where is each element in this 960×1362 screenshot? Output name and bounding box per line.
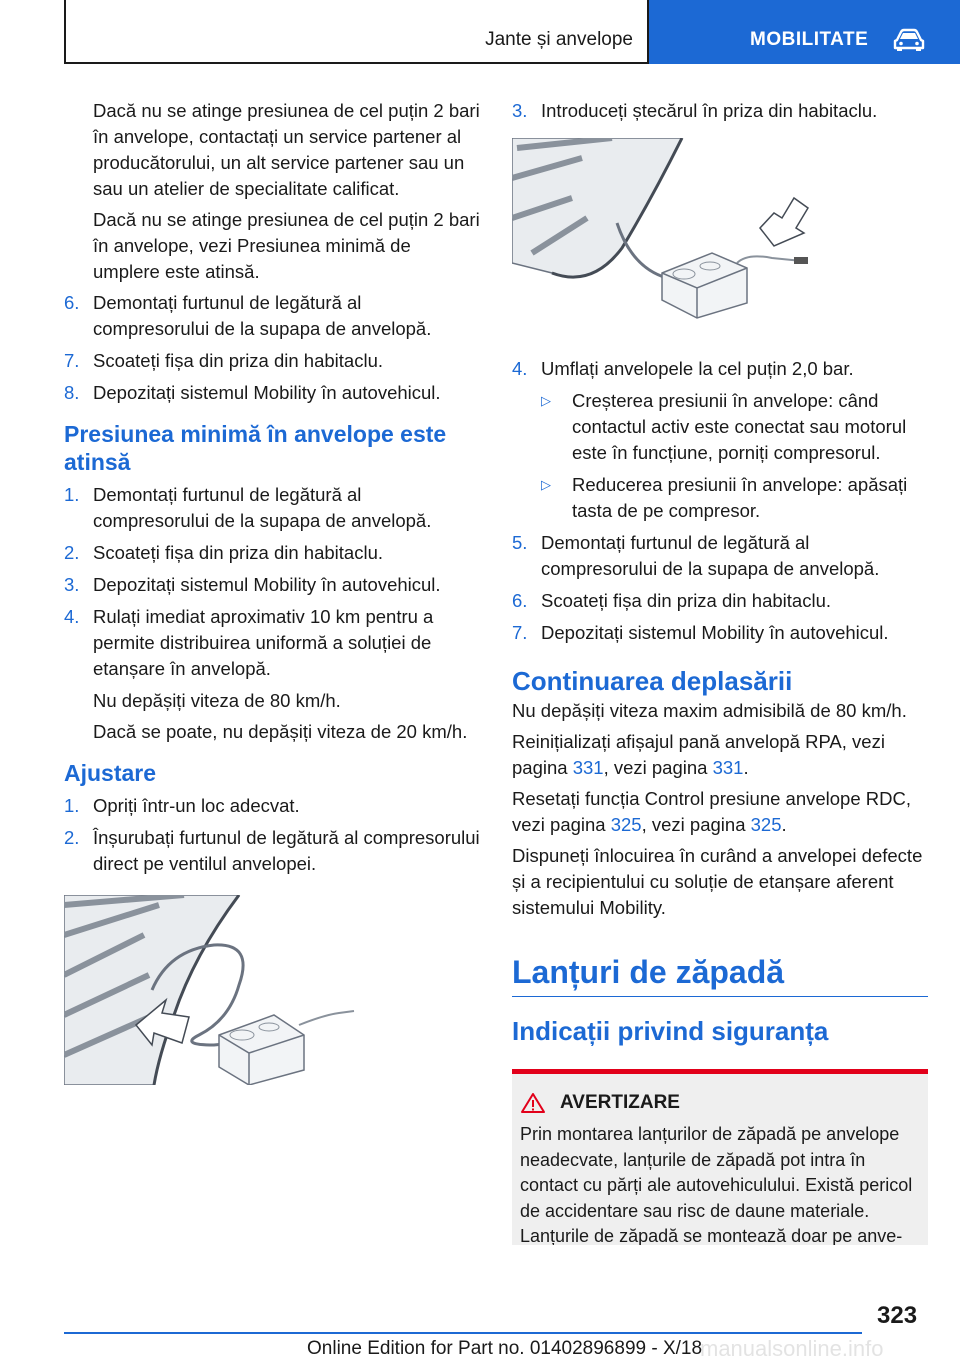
heading-adjust: Ajustare xyxy=(64,760,157,786)
left-column xyxy=(64,98,482,1097)
sub-step-text: Creșterea presiunii în anvelope: când contactul activ este conectat sau motorul este în funcțiune, porniți compresorul. xyxy=(572,390,907,463)
step-text: Scoateți fișa din priza din habitaclu. xyxy=(93,542,384,563)
list-item xyxy=(64,825,482,877)
page-link-325[interactable]: 325 xyxy=(610,814,642,835)
list-item xyxy=(512,620,928,646)
sub-list-item xyxy=(541,472,928,524)
triangle-bullet-icon: ▷ xyxy=(541,477,551,492)
step-list-b xyxy=(64,482,482,682)
step-text: Scoateți fișa din priza din habitaclu. xyxy=(541,590,832,611)
list-item xyxy=(64,380,482,406)
paragraph-replace-tyre: Dispuneți înlocuirea în curând a anvelopei defecte și a recipientului cu soluție de etanșare aferent sistemului Mobility. xyxy=(512,845,923,918)
list-item xyxy=(64,540,482,566)
step-text: Demontați furtunul de legătură al compresorului de la supapa de anvelopă. xyxy=(93,484,432,531)
step-number: 2. xyxy=(64,542,80,563)
paragraph-speed-limit-20: Dacă se poate, nu depășiți viteza de 20 km/h. xyxy=(93,721,468,742)
header-section-box xyxy=(64,0,649,64)
car-icon xyxy=(893,28,925,52)
list-item xyxy=(512,98,928,124)
step-number: 3. xyxy=(64,574,80,595)
warning-title: AVERTIZARE xyxy=(560,1092,680,1113)
step-list-c xyxy=(64,793,482,877)
compressor-on-valve-illustration xyxy=(64,895,464,1085)
step-number: 6. xyxy=(512,590,528,611)
heading-snow-chains: Lanțuri de zăpadă xyxy=(512,952,928,997)
text-fragment: , vezi pagina xyxy=(603,757,713,778)
step-number: 6. xyxy=(64,292,80,313)
paragraph-pressure-not-reached-ref: Dacă nu se atinge presiunea de cel puțin 2 bari în anvelope, vezi Presiunea minimă de umplere este atinsă. xyxy=(93,209,480,282)
step-text: Demontați furtunul de legătură al compresorului de la supapa de anvelopă. xyxy=(541,532,880,579)
text-fragment: Reinițializați afișajul pană anvelopă RPA, vezi pagina xyxy=(512,731,885,778)
step-text: Demontați furtunul de legătură al compresorului de la supapa de anvelopă. xyxy=(93,292,432,339)
plug-into-socket-illustration xyxy=(512,138,812,328)
paragraph-reset-rpa xyxy=(512,729,928,781)
sub-list-item xyxy=(541,388,928,466)
paragraph-reset-rdc xyxy=(512,786,928,838)
warning-title-row xyxy=(520,1092,920,1114)
list-item xyxy=(64,793,482,819)
heading-safety-notes: Indicații privind siguranța xyxy=(512,1016,829,1046)
page-link-331[interactable]: 331 xyxy=(712,757,744,778)
step-number: 7. xyxy=(64,350,80,371)
text-fragment: , vezi pagina xyxy=(641,814,751,835)
step-text: Scoateți fișa din priza din habitaclu. xyxy=(93,350,384,371)
header-chapter-box xyxy=(649,0,960,64)
heading-minimum-pressure: Presiunea minimă în anvelope este atinsă xyxy=(64,421,447,475)
step-text: Depozitați sistemul Mobility în autovehicul. xyxy=(541,622,889,643)
sub-step-text: Reducerea presiunii în anvelope: apăsați tasta de pe compresor. xyxy=(572,474,908,521)
step-number: 7. xyxy=(512,622,528,643)
text-fragment: . xyxy=(781,814,787,835)
step-number: 2. xyxy=(64,827,80,848)
step-list-a xyxy=(64,290,482,406)
step-text: Umflați anvelopele la cel puțin 2,0 bar. xyxy=(541,358,854,379)
page-number: 323 xyxy=(877,1302,918,1329)
step-text: Depozitați sistemul Mobility în autovehicul. xyxy=(93,574,441,595)
watermark: manualsonline.info xyxy=(700,1336,884,1361)
header-chapter-title: MOBILITATE xyxy=(750,29,869,50)
list-item xyxy=(512,588,928,614)
list-item xyxy=(512,530,928,582)
list-item xyxy=(64,290,482,342)
text-fragment: Resetați funcția Control presiune anvelope RDC, vezi pagina xyxy=(512,788,911,835)
list-item xyxy=(512,356,928,382)
step-number: 1. xyxy=(64,795,80,816)
header-section-title: Jante și anvelope xyxy=(485,29,633,50)
list-item xyxy=(64,348,482,374)
warning-text: Prin montarea lanțurilor de zăpadă pe anvelope neadecvate, lanțurile de zăpadă pot intra în contact cu părți ale autovehiculului. Există pericol de accidentare sau risc de daune materiale. Lanțurile de zăpadă se montează doar pe anve- xyxy=(520,1124,913,1245)
step-text: Opriți într-un loc adecvat. xyxy=(93,795,300,816)
step-text: Depozitați sistemul Mobility în autovehicul. xyxy=(93,382,441,403)
text-fragment: . xyxy=(743,757,749,778)
step-text: Rulați imediat aproximativ 10 km pentru a permite distribuirea uniformă a soluției de etanșare în anvelopă. xyxy=(93,606,434,679)
list-item xyxy=(64,482,482,534)
paragraph-speed-limit-80: Nu depășiți viteza de 80 km/h. xyxy=(93,690,341,711)
warning-box xyxy=(512,1069,928,1245)
right-column xyxy=(512,98,928,1245)
step-number: 3. xyxy=(512,100,528,121)
step-number: 5. xyxy=(512,532,528,553)
paragraph-pressure-not-reached-service: Dacă nu se atinge presiunea de cel puțin 2 bari în anvelope, contactați un service partener al producătorului, un alt service partener sau un sau un atelier de specialitate calificat. xyxy=(93,100,480,199)
warning-triangle-icon xyxy=(520,1092,546,1114)
step-number: 4. xyxy=(512,358,528,379)
step-number: 1. xyxy=(64,484,80,505)
step-text: Introduceți ștecărul în priza din habitaclu. xyxy=(541,100,878,121)
step-number: 4. xyxy=(64,606,80,627)
paragraph-max-speed: Nu depășiți viteza maxim admisibilă de 80 km/h. xyxy=(512,700,907,721)
footer-divider xyxy=(64,1332,862,1334)
step-number: 8. xyxy=(64,382,80,403)
list-item xyxy=(64,604,482,682)
step-text: Înșurubați furtunul de legătură al compresorului direct pe ventilul anvelopei. xyxy=(93,827,480,874)
heading-continue-driving: Continuarea deplasării xyxy=(512,666,793,696)
triangle-bullet-icon: ▷ xyxy=(541,393,551,408)
page-link-331[interactable]: 331 xyxy=(572,757,604,778)
footer-edition: Online Edition for Part no. 01402896899 - X/18 xyxy=(307,1338,703,1359)
page-link-325[interactable]: 325 xyxy=(750,814,782,835)
list-item xyxy=(64,572,482,598)
